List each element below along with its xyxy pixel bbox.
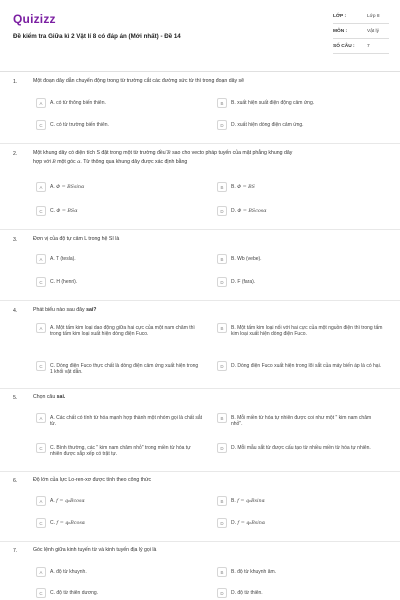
option-letter-box: D: [217, 361, 227, 371]
vector-b-letter: B: [167, 151, 171, 156]
question-text-part: một góc: [57, 159, 76, 165]
option-a[interactable]: [36, 254, 202, 264]
option-b[interactable]: [217, 567, 383, 577]
option-d[interactable]: [217, 588, 383, 598]
option-c[interactable]: [36, 277, 202, 287]
option-prefix: A.: [50, 497, 55, 504]
option-text: [231, 182, 255, 191]
question-text-part: . Từ thông qua khung dây được xác định bằng: [80, 159, 188, 165]
question-text: Một đoạn dây dẫn chuyển động trong từ trường cắt các đường sức từ thì trong đoạn dây sẽ: [33, 78, 245, 84]
option-letter-box: A: [36, 182, 46, 192]
question-number: 6.: [13, 478, 18, 484]
option-c[interactable]: [36, 443, 202, 458]
meta-count-label: SỐ CÂU :: [333, 44, 355, 49]
option-letter-box: C: [36, 277, 46, 287]
option-text: [50, 182, 84, 191]
option-text: A. độ từ khuynh.: [50, 568, 87, 575]
option-text: A. T (tesla).: [50, 255, 76, 262]
meta-subject-label: MÔN :: [333, 29, 348, 34]
document-title: Đề kiểm tra Giữa kì 2 Vật lí 8 có đáp án (Mới nhất) - Đề 14: [13, 33, 181, 40]
option-text: D. F (fara).: [231, 278, 256, 285]
option-c[interactable]: [36, 588, 202, 598]
option-prefix: B.: [231, 497, 236, 504]
question-text: Góc lệnh giữa kinh tuyến từ và kinh tuyến địa lý gọi là: [33, 547, 157, 553]
option-text: [231, 518, 265, 527]
option-text: [50, 518, 85, 527]
option-text: D. độ từ thiên.: [231, 589, 263, 596]
option-c[interactable]: [36, 361, 202, 376]
option-text: D. xuất hiện dòng điện cảm ứng.: [231, 121, 304, 128]
option-text: B. độ từ khuynh âm.: [231, 568, 277, 575]
option-letter-box: C: [36, 588, 46, 598]
quizizz-logo: Quizizz: [13, 12, 56, 26]
option-letter-box: B: [217, 496, 227, 506]
option-prefix: D.: [231, 207, 236, 214]
meta-divider: [333, 38, 389, 39]
option-text: C. độ từ thiên dương.: [50, 589, 99, 596]
option-formula: f = q₀Bcosα: [56, 520, 86, 526]
option-text: [231, 496, 265, 505]
option-letter-box: D: [217, 518, 227, 528]
option-a[interactable]: [36, 496, 202, 506]
vector-b-symbol: B: [52, 160, 56, 165]
question-text-part: sao cho vecto pháp tuyến của mặt phẳng khung dây: [172, 150, 293, 156]
option-text: [231, 206, 266, 215]
question-text: [33, 149, 383, 167]
option-c[interactable]: [36, 206, 202, 216]
option-letter-box: A: [36, 496, 46, 506]
option-d[interactable]: [217, 120, 383, 130]
meta-count-value: 7: [367, 44, 370, 49]
option-letter-box: C: [36, 518, 46, 528]
alpha-symbol: α: [77, 160, 81, 165]
question-text: Đơn vị của độ tự cảm L trong hệ SI là: [33, 236, 120, 242]
option-formula: Φ = BSα: [56, 208, 78, 214]
option-d[interactable]: [217, 443, 383, 453]
question-text-part: Một khung dây có diện tích S đặt trong một từ trường đều: [33, 150, 166, 156]
option-formula: Φ = BScosα: [237, 208, 267, 214]
question-number: 7.: [13, 548, 18, 554]
option-text: C. có từ trường biến thiên.: [50, 121, 109, 128]
question-emphasis: sai.: [56, 394, 66, 400]
option-b[interactable]: [217, 182, 383, 192]
option-text: A. Các chất có tính từ hóa mạnh hợp thành một nhóm gọi là chất sắt từ.: [50, 414, 202, 428]
option-d[interactable]: [217, 277, 383, 287]
option-formula: f = q₀Bsinα: [237, 498, 265, 504]
option-text: C. Dòng điện Fuco thực chất là dòng điện cảm ứng xuất hiện trong 1 khối vật dẫn.: [50, 362, 199, 376]
option-a[interactable]: [36, 98, 202, 108]
question-text: [33, 393, 383, 402]
question-text-part: Chọn câu: [33, 394, 56, 400]
option-text: B. xuất hiện suất điện động cảm ứng.: [231, 99, 315, 106]
option-letter-box: B: [217, 413, 227, 423]
option-text: [50, 206, 77, 215]
option-letter-box: A: [36, 254, 46, 264]
option-letter-box: C: [36, 206, 46, 216]
option-d[interactable]: [217, 206, 383, 216]
question-divider: [0, 388, 400, 389]
option-letter-box: C: [36, 443, 46, 453]
option-text: B. Wb (vebe).: [231, 255, 262, 262]
option-prefix: B.: [231, 183, 236, 190]
option-formula: Φ = BS: [237, 184, 255, 190]
option-letter-box: C: [36, 120, 46, 130]
option-text: B. Mỗi miền từ hóa tự nhiên được coi như một " kim nam châm nhỏ".: [231, 414, 372, 428]
option-letter-box: B: [217, 254, 227, 264]
meta-class-value: Lớp 8: [367, 14, 380, 19]
option-letter-box: B: [217, 182, 227, 192]
option-c[interactable]: [36, 120, 202, 130]
option-formula: Φ = BSsinα: [56, 184, 85, 190]
option-b[interactable]: [217, 496, 383, 506]
option-prefix: A.: [50, 183, 55, 190]
option-text: A. có từ thông biến thiên.: [50, 99, 106, 106]
option-text: B. Một tấm kim loại nối với hai cực của một nguồn điện thì trong tấm kim loại xuất hiện dòng điện Fuco.: [231, 324, 383, 338]
question-divider: [0, 229, 400, 230]
question-number: 5.: [13, 395, 18, 401]
vector-b-symbol: [167, 151, 171, 156]
option-text: C. H (henri).: [50, 278, 78, 285]
option-b[interactable]: [217, 254, 383, 264]
meta-divider: [333, 53, 389, 54]
question-text-part: Phát biểu nào sau đây: [33, 307, 85, 313]
option-letter-box: D: [217, 588, 227, 598]
option-a[interactable]: [36, 413, 202, 428]
worksheet-header: [0, 0, 400, 66]
option-letter-box: D: [217, 206, 227, 216]
option-letter-box: A: [36, 323, 46, 333]
question-text-part: hợp với: [33, 159, 51, 165]
option-d[interactable]: [217, 518, 383, 528]
question-divider: [0, 143, 400, 144]
option-letter-box: C: [36, 361, 46, 371]
option-a[interactable]: [36, 567, 202, 577]
option-text: A. Một tấm kim loại dao động giữa hai cực của một nam châm thì trong tấm kim loại xuất hiện dòng điện Fuco.: [50, 324, 195, 338]
option-prefix: C.: [50, 519, 55, 526]
meta-divider: [333, 23, 389, 24]
option-b[interactable]: [217, 413, 383, 428]
option-text: [50, 496, 85, 505]
question-divider: [0, 541, 400, 542]
option-c[interactable]: [36, 518, 202, 528]
header-divider: [0, 71, 400, 72]
question-divider: [0, 300, 400, 301]
question-text: Độ lớn của lực Lo-ren-xơ được tính theo công thức: [33, 477, 152, 483]
option-letter-box: B: [217, 323, 227, 333]
option-text: D. Dòng điện Fuco xuất hiện trong lõi sắt của máy biến áp là có hại.: [231, 362, 382, 369]
question-number: 1.: [13, 79, 18, 85]
option-letter-box: B: [217, 567, 227, 577]
option-text: C. Bình thường, các " kim nam châm nhỏ" trong miền từ hóa tự nhiên được sắp xếp có trật tự.: [50, 444, 191, 458]
meta-subject-value: Vật lý: [367, 29, 379, 34]
option-letter-box: A: [36, 98, 46, 108]
option-a[interactable]: [36, 323, 202, 338]
question-number: 3.: [13, 237, 18, 243]
question-number: 2.: [13, 151, 18, 157]
meta-class-label: LỚP :: [333, 14, 347, 19]
option-letter-box: D: [217, 443, 227, 453]
question-emphasis: sai?: [86, 307, 97, 313]
option-letter-box: A: [36, 567, 46, 577]
option-a[interactable]: [36, 182, 202, 192]
question-text: [33, 306, 383, 315]
option-letter-box: D: [217, 120, 227, 130]
option-letter-box: D: [217, 277, 227, 287]
option-prefix: D.: [231, 519, 236, 526]
question-divider: [0, 471, 400, 472]
option-prefix: C.: [50, 207, 55, 214]
option-letter-box: A: [36, 413, 46, 423]
option-b[interactable]: [217, 98, 383, 108]
question-number: 4.: [13, 308, 18, 314]
option-b[interactable]: [217, 323, 383, 338]
option-letter-box: B: [217, 98, 227, 108]
option-d[interactable]: [217, 361, 383, 371]
option-text: D. Mỗi mẫu sắt từ được cấu tạo từ nhiều miền từ hóa tự nhiên.: [231, 444, 371, 451]
option-formula: f = q₀Bcosα: [56, 498, 85, 504]
option-formula: f = q₀Bsinα: [237, 520, 266, 526]
